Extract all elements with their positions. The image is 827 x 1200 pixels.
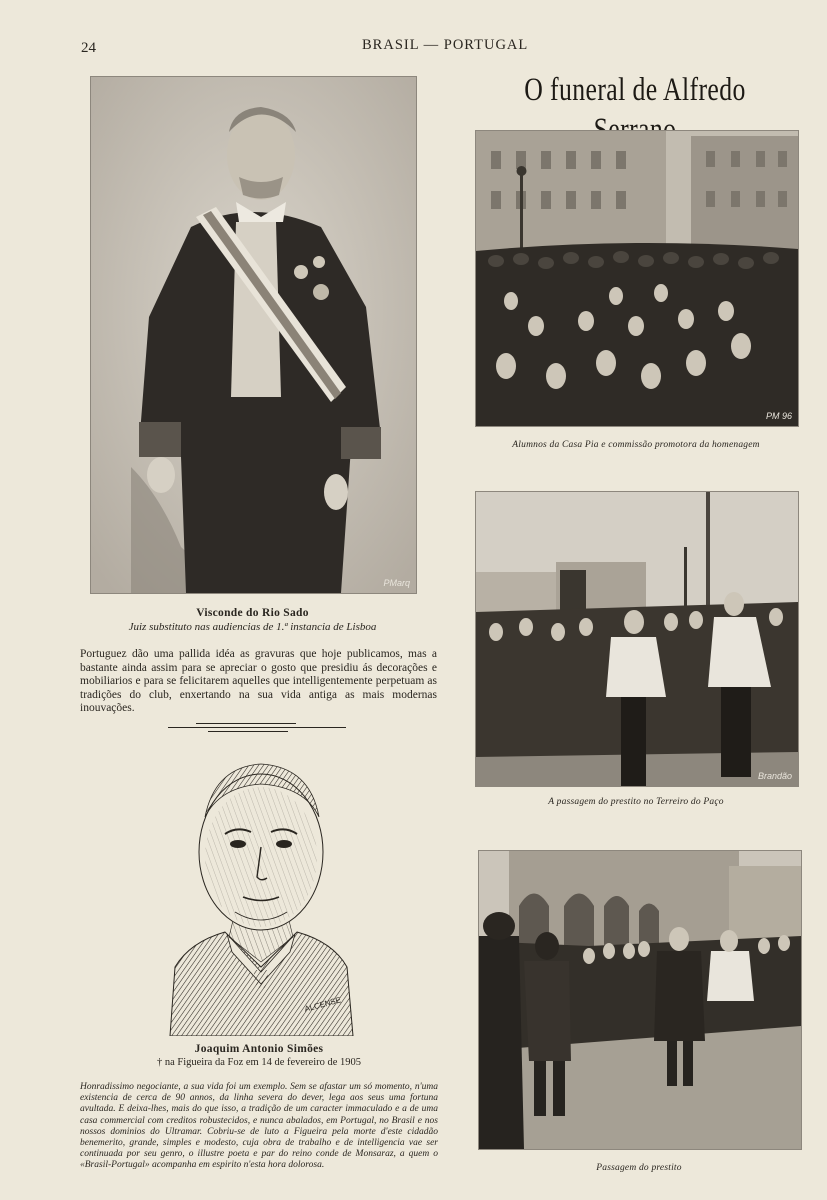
engraving-credit: ALCENSE (303, 995, 342, 1014)
portrait-subtitle: Juiz substituto nas audiencias de 1.ª instancia de Lisboa (128, 621, 377, 633)
portrait-credit: PMarq (383, 578, 410, 588)
funeral-photo-crowd (475, 130, 799, 427)
section-divider (168, 723, 346, 732)
passagem-photo-caption: Passagem do prestito (596, 1163, 682, 1173)
engraving-name: Joaquim Antonio Simões (194, 1043, 324, 1055)
portrait-name: Visconde do Rio Sado (196, 607, 309, 619)
funeral-photo-terreiro (475, 491, 799, 787)
obituary-text: Honradissimo negociante, a sua vida foi um exemplo. Sem se afastar um só momento, n'uma existencia de cerca de 90 annos, da linha severa do dever, lega aos seus uma fortuna avultada. E deixa-lhes, mais do que isso, a tradição de um caracter immaculado e a de uma casa commercial com creditos robustecidos, e nunca abalados, em Portugal, no Brasil e nos nossos dominios do Ultramar. Cobriu-se de luto a Figueira pela morte d'este cidadão benemerito, grande, simples e modesto, cuja obra de trabalho e de intelligencia vae ser continuada por seu genro, o illustre poeta e par do reino conde de Monsaraz, a quem o «Brasil-Portugal» acompanha em espirito n'esta hora dolorosa. (80, 1082, 438, 1171)
engraving-subtitle: † na Figueira da Foz em 14 de fevereiro de 1905 (156, 1057, 362, 1068)
simoes-engraving (165, 752, 357, 1036)
portrait-illustration (91, 77, 416, 593)
passagem-illustration (479, 851, 801, 1149)
funeral-photo-passagem (478, 850, 802, 1150)
terreiro-photo-credit: Brandão (757, 771, 792, 781)
page-number: 24 (81, 40, 96, 56)
terreiro-photo-caption: A passagem do prestito no Terreiro do Paço (548, 797, 724, 807)
crowd-illustration (476, 131, 798, 426)
article-title: O funeral de Alfredo (524, 72, 746, 108)
crowd-photo-credit: PM 96 (765, 411, 792, 421)
portrait-photo (90, 76, 417, 594)
terreiro-illustration (476, 492, 798, 786)
running-header: BRASIL — PORTUGAL (362, 37, 529, 53)
body-text: Portuguez dão uma pallida idéa as gravuras que hoje publicamos, mas a bastante ainda assim para se apreciar o gosto que presidiu ás decorações e mobiliarios e para se felicitarem aquelles que intelligentemente perpetuam as tradições do club, enxertando na sua vida antiga as mais modernas inouvações. (80, 648, 437, 714)
engraving-illustration (165, 752, 357, 1036)
crowd-photo-caption: Alumnos da Casa Pia e commissão promotora da homenagem (512, 440, 760, 450)
